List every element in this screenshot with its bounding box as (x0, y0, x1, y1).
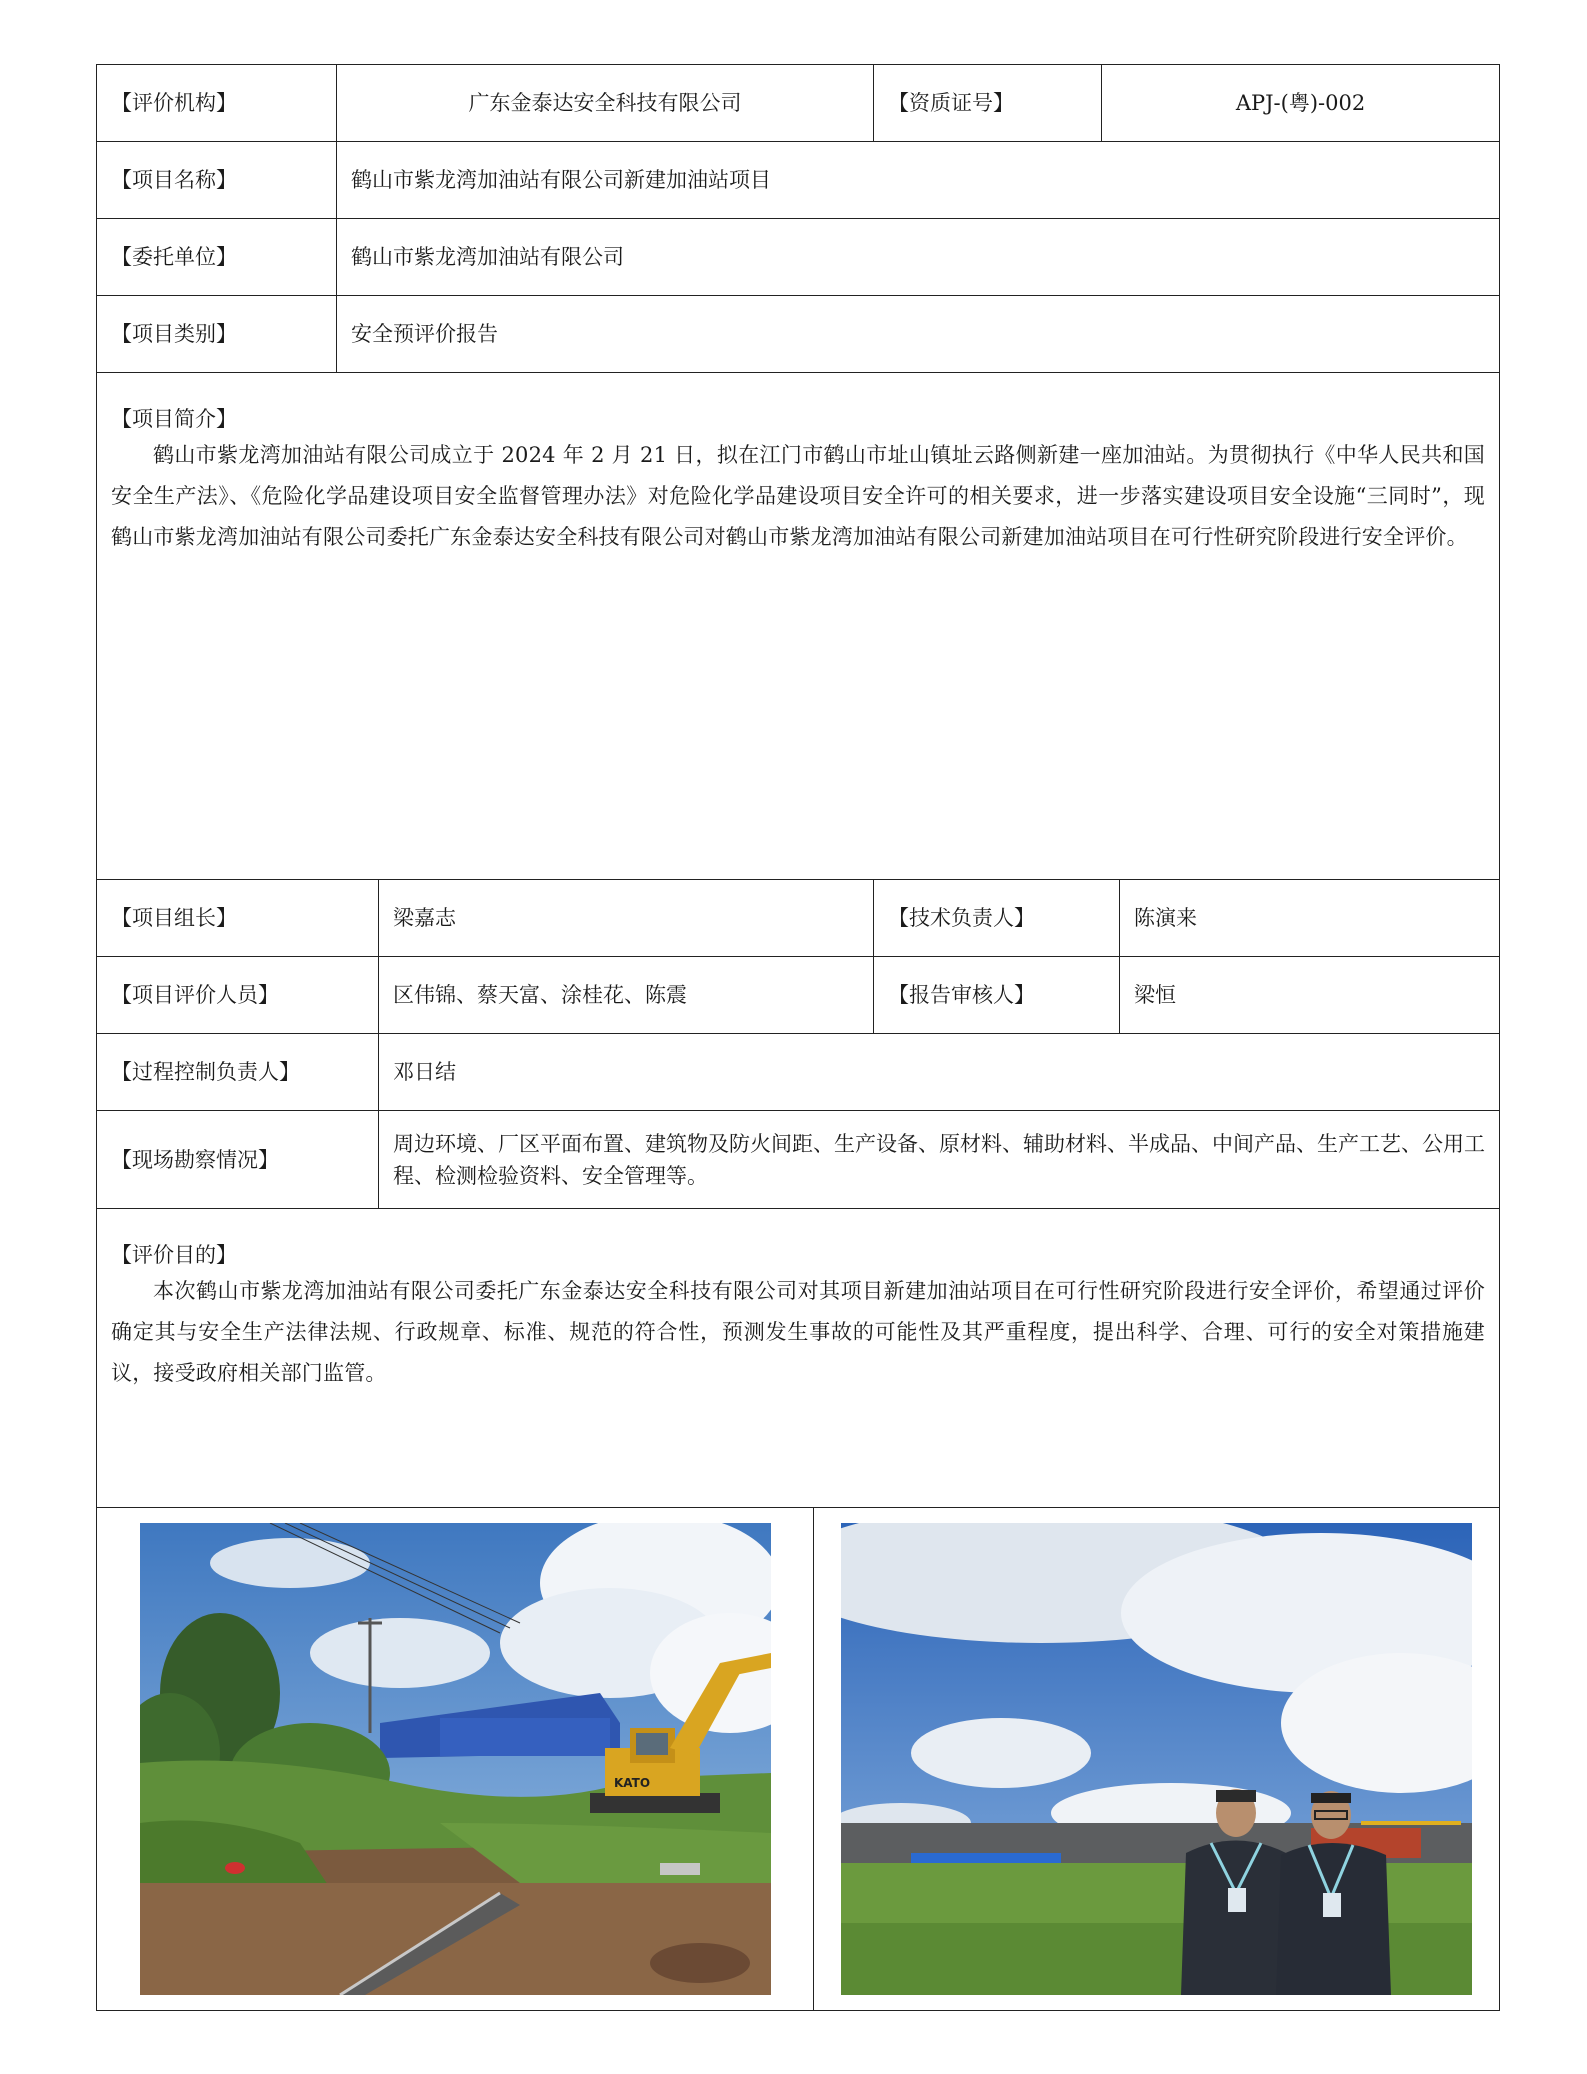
leader-label: 【项目组长】 (97, 880, 379, 956)
left-photo-cell (97, 1508, 814, 2010)
evaluators-row (97, 957, 1499, 1034)
intro-row (97, 373, 1499, 880)
client-value: 鹤山市紫龙湾加油站有限公司 (351, 245, 624, 269)
right-photo-cell (814, 1508, 1499, 2010)
site-survey-staff-photo (841, 1523, 1472, 1995)
tech-lead-value: 陈演来 (1134, 906, 1197, 930)
project-type-value: 安全预评价报告 (351, 322, 498, 346)
intro-text: 鹤山市紫龙湾加油站有限公司成立于 2024 年 2 月 21 日，拟在江门市鹤山市址山镇址云路侧新建一座加油站。为贯彻执行《中华人民共和国安全生产法》、《危险化学品建设项目安全监督管理办法》对危险化学品建设项目安全许可的相关要求，进一步落实建设项目安全设施“三同时”，现鹤山市紫龙湾加油站有限公司委托广东金泰达安全科技有限公司对鹤山市紫龙湾加油站有限公司新建加油站项目在可行性研究阶段进行安全评价。 (111, 443, 1485, 549)
process-label: 【过程控制负责人】 (97, 1034, 379, 1110)
cert-label: 【资质证号】 (874, 65, 1102, 141)
tech-lead-label: 【技术负责人】 (874, 880, 1120, 956)
intro-block (97, 373, 1499, 879)
report-info-table (96, 64, 1500, 2011)
org-label: 【评价机构】 (97, 65, 337, 141)
photos-row (97, 1508, 1499, 2010)
survey-value: 周边环境、厂区平面布置、建筑物及防火间距、生产设备、原材料、辅助材料、半成品、中间产品、生产工艺、公用工程、检测检验资料、安全管理等。 (393, 1131, 1485, 1188)
evaluators-value: 区伟锦、蔡天富、涂桂花、陈震 (379, 957, 874, 1033)
excavator-brand-text: KATO (613, 1776, 650, 1790)
project-name-value: 鹤山市紫龙湾加油站有限公司新建加油站项目 (351, 168, 771, 192)
client-label: 【委托单位】 (97, 219, 337, 295)
project-name-label: 【项目名称】 (97, 142, 337, 218)
survey-label: 【现场勘察情况】 (97, 1111, 379, 1208)
purpose-text: 本次鹤山市紫龙湾加油站有限公司委托广东金泰达安全科技有限公司对其项目新建加油站项目在可行性研究阶段进行安全评价，希望通过评价确定其与安全生产法律法规、行政规章、标准、规范的符合性，预测发生事故的可能性及其严重程度，提出科学、合理、可行的安全对策措施建议，接受政府相关部门监管。 (111, 1279, 1485, 1385)
reviewer-label: 【报告审核人】 (874, 957, 1120, 1033)
leader-row (97, 880, 1499, 957)
process-row (97, 1034, 1499, 1111)
purpose-row (97, 1209, 1499, 1508)
leader-value: 梁嘉志 (379, 880, 874, 956)
org-value: 广东金泰达安全科技有限公司 (337, 65, 874, 141)
project-type-label: 【项目类别】 (97, 296, 337, 372)
purpose-heading: 【评价目的】 (111, 1243, 237, 1267)
project-type-row (97, 296, 1499, 373)
survey-row (97, 1111, 1499, 1209)
client-row (97, 219, 1499, 296)
reviewer-value: 梁恒 (1134, 983, 1176, 1007)
evaluators-label: 【项目评价人员】 (97, 957, 379, 1033)
site-excavator-photo (140, 1523, 771, 1995)
org-row (97, 65, 1499, 142)
cert-value: APJ-(粤)-002 (1235, 91, 1366, 115)
project-name-row (97, 142, 1499, 219)
intro-heading: 【项目简介】 (111, 407, 237, 431)
process-value: 邓日结 (393, 1060, 456, 1084)
purpose-block (97, 1209, 1499, 1507)
